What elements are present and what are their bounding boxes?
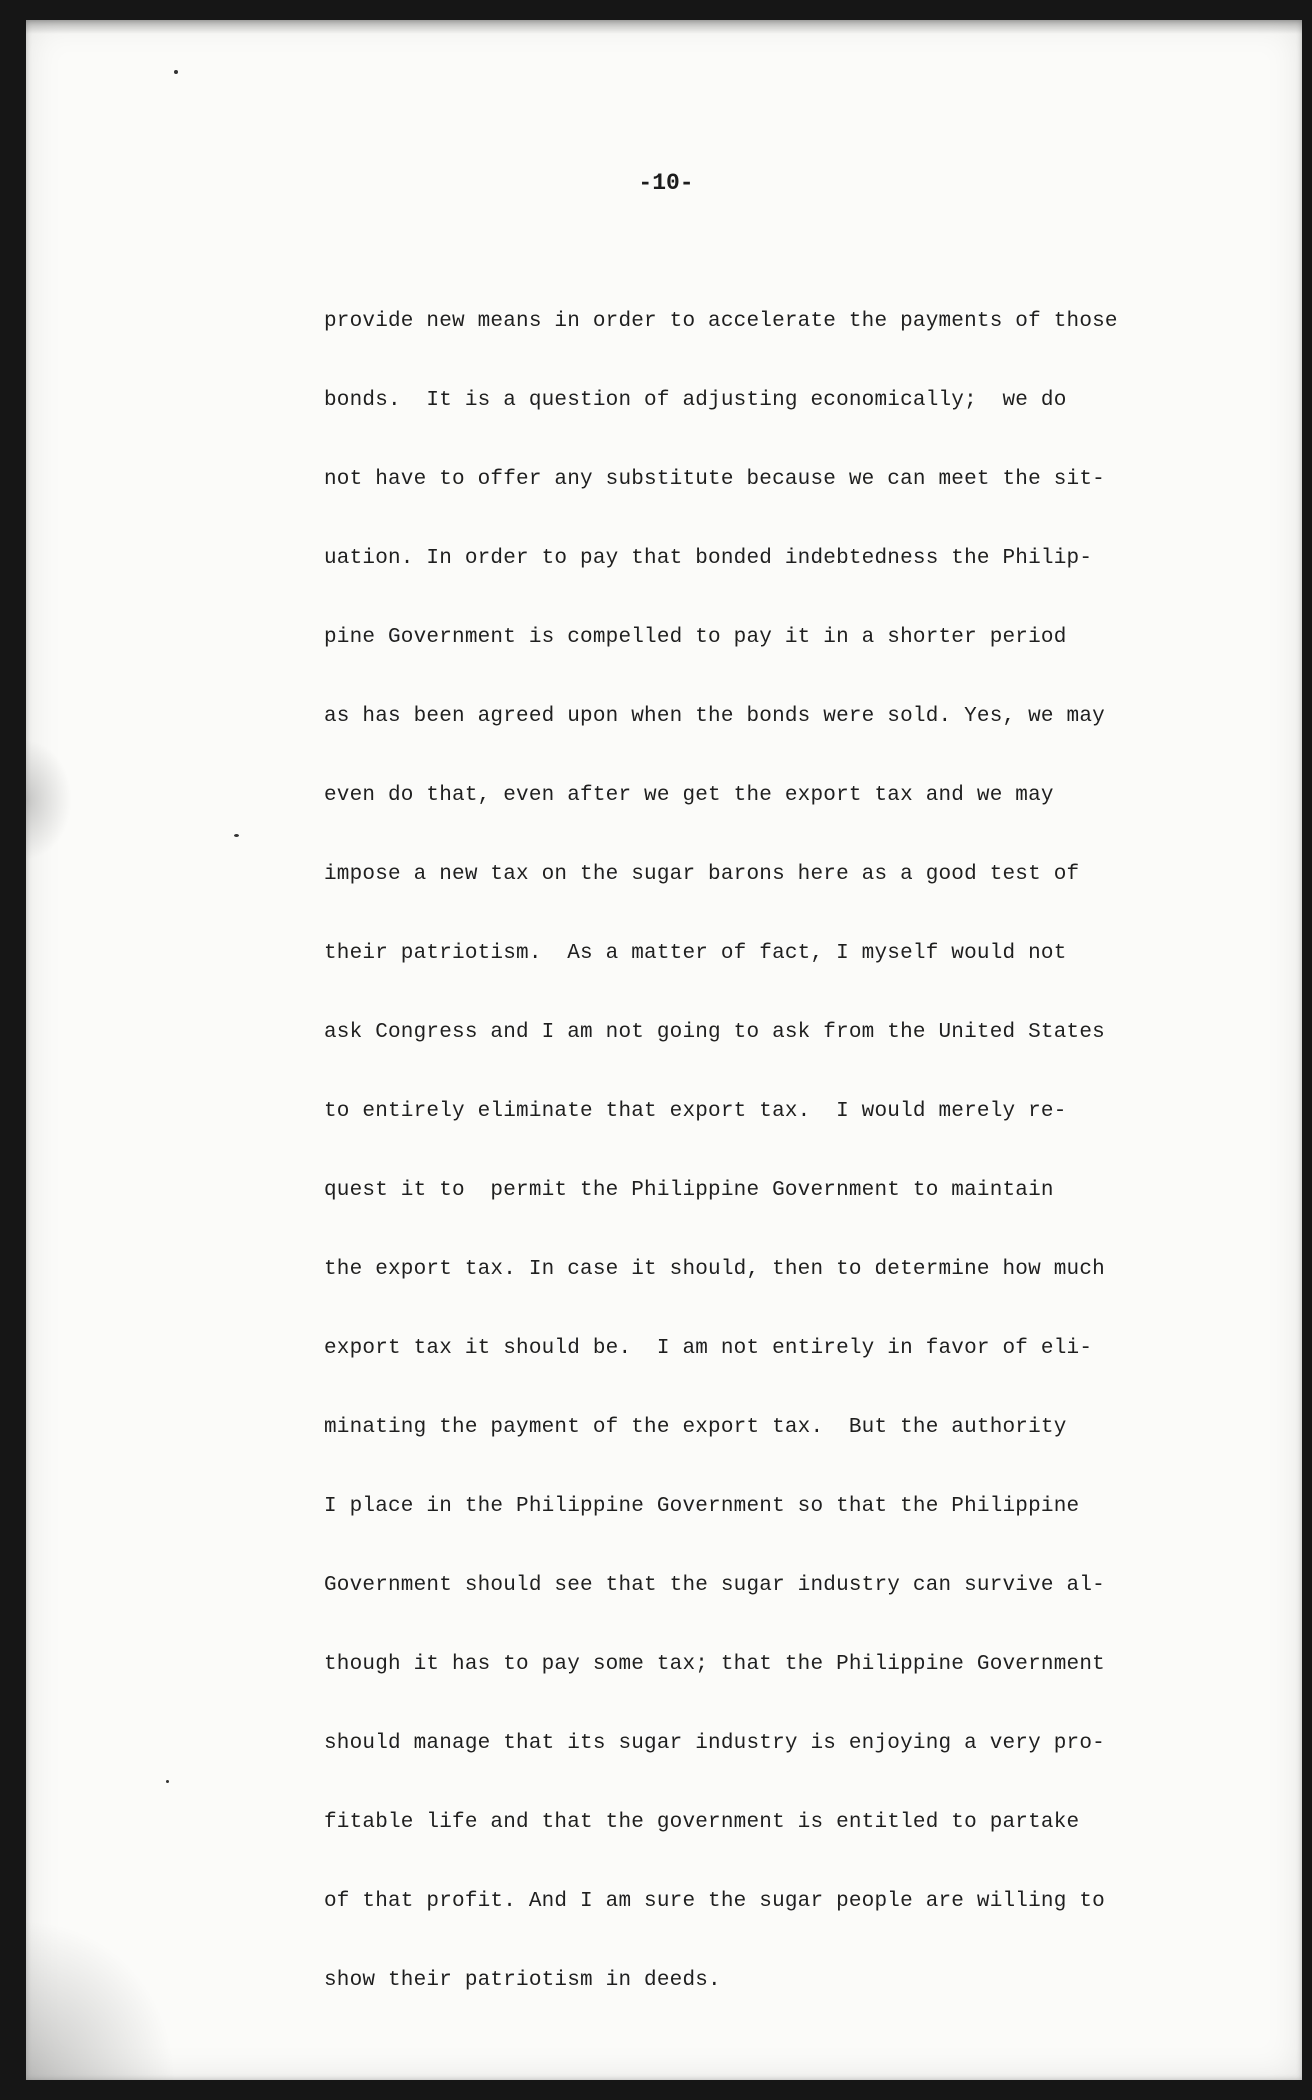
speck-mark <box>234 834 239 837</box>
page-number: -10- <box>638 170 694 196</box>
scan-edge-shadow <box>26 20 1302 34</box>
text-line: bonds. It is a question of adjusting economically; we do <box>324 389 1067 412</box>
text-line: uation. In order to pay that bonded indebtedness the Philip- <box>324 547 1093 570</box>
text-line: as has been agreed upon when the bonds were sold. Yes, we may <box>324 705 1105 728</box>
text-line: ask Congress and I am not going to ask from the United States <box>324 1021 1105 1044</box>
document-page <box>26 20 1302 2080</box>
text-line: should manage that its sugar industry is enjoying a very pro- <box>324 1732 1105 1755</box>
body-text <box>324 282 1154 2020</box>
text-line: fitable life and that the government is entitled to partake <box>324 1811 1080 1834</box>
text-line: show their patriotism in deeds. <box>324 1969 721 1992</box>
text-line: minating the payment of the export tax. But the authority <box>324 1416 1067 1439</box>
text-line: I place in the Philippine Government so that the Philippine <box>324 1495 1080 1518</box>
text-line: provide new means in order to accelerate the payments of those <box>324 310 1118 333</box>
text-line: the export tax. In case it should, then to determine how much <box>324 1258 1105 1281</box>
scan-corner-smudge <box>26 1920 176 2080</box>
text-line: even do that, even after we get the export tax and we may <box>324 784 1054 807</box>
text-line: pine Government is compelled to pay it in a shorter period <box>324 626 1067 649</box>
text-line: not have to offer any substitute because we can meet the sit- <box>324 468 1105 491</box>
text-line: Government should see that the sugar industry can survive al- <box>324 1574 1105 1597</box>
speck-mark <box>166 1780 169 1783</box>
text-line: their patriotism. As a matter of fact, I myself would not <box>324 942 1067 965</box>
speck-mark <box>174 70 178 74</box>
text-line: impose a new tax on the sugar barons here as a good test of <box>324 863 1080 886</box>
text-line: of that profit. And I am sure the sugar people are willing to <box>324 1890 1105 1913</box>
scan-smudge <box>26 740 72 860</box>
text-line: quest it to permit the Philippine Government to maintain <box>324 1179 1054 1202</box>
text-line: export tax it should be. I am not entirely in favor of eli- <box>324 1337 1093 1360</box>
text-line: though it has to pay some tax; that the Philippine Government <box>324 1653 1105 1676</box>
text-line: to entirely eliminate that export tax. I would merely re- <box>324 1100 1067 1123</box>
